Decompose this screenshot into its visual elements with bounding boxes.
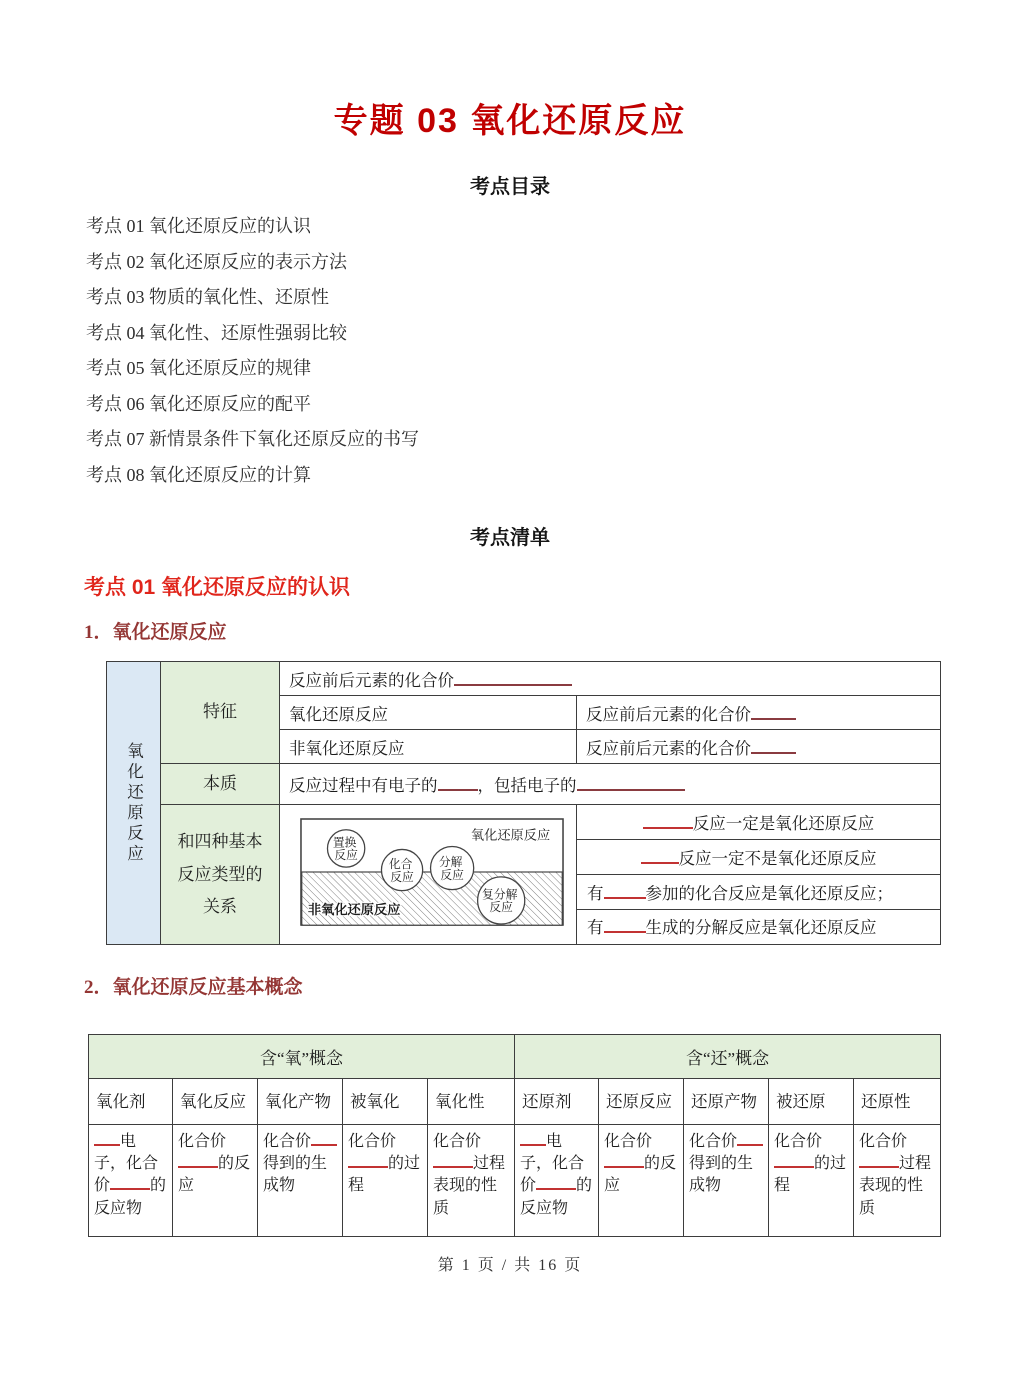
answer-blank <box>520 1133 546 1147</box>
answer-blank <box>604 919 646 933</box>
table2-cell-being-reduced <box>769 1125 854 1237</box>
cell-text: 电子，化合价 <box>520 1133 585 1195</box>
table1-feature-row3-right-cell <box>577 730 941 764</box>
table2-cell-oxidation-product <box>258 1125 343 1237</box>
relation-rule-2 <box>577 840 940 875</box>
table2-col-header: 氧化反应 <box>173 1079 258 1125</box>
relation-rule-4-text: 生成的分解反应是氧化还原反应 <box>645 918 877 938</box>
answer-blank <box>577 777 685 791</box>
venn-bottom-region-label: 非氧化还原反应 <box>307 902 401 918</box>
answer-blank <box>604 1155 644 1169</box>
answer-blank <box>604 885 646 899</box>
answer-blank <box>348 1155 388 1169</box>
toc-item-05: 考点 05 氧化还原反应的规律 <box>86 358 311 378</box>
relation-rule-3-text: 参加的化合反应是氧化还原反应； <box>645 883 893 903</box>
answer-blank <box>859 1155 899 1169</box>
toc-item-04: 考点 04 氧化性、还原性强弱比较 <box>86 322 347 343</box>
relation-rule-2-text: 反应一定不是氧化还原反应 <box>678 848 877 868</box>
cell-text: 化合价 <box>263 1133 312 1151</box>
table2-cell-being-oxidized <box>343 1125 428 1237</box>
table2-cell-oxidant <box>89 1125 173 1237</box>
table2-col-header: 被还原 <box>769 1079 854 1125</box>
table1-feature-row2-left-cell: 氧化还原反应 <box>280 696 577 730</box>
cell-text: 得到的生成物 <box>263 1155 328 1195</box>
table1-feature-row3-left-cell: 非氧化还原反应 <box>280 730 577 764</box>
cell-text: 的反应 <box>178 1155 251 1195</box>
relation-rule-4 <box>577 910 940 944</box>
checklist-heading: 考点清单 <box>470 527 550 549</box>
relation-rule-4-pre: 有 <box>587 918 604 938</box>
answer-blank <box>643 815 693 829</box>
table2-col-header: 还原反应 <box>599 1079 684 1125</box>
cell-text: 化合价 <box>689 1133 738 1151</box>
essence-text-1: 反应过程中有电子的 <box>289 776 438 796</box>
answer-blank <box>110 1177 150 1191</box>
cell-text: 的反应物 <box>94 1177 167 1217</box>
toc-item-06: 考点 06 氧化还原反应的配平 <box>86 393 311 414</box>
cell-text: 得到的生成物 <box>689 1155 754 1195</box>
table1-row-group-label: 氧化还原反应 <box>124 741 144 865</box>
table2-col-header: 还原性 <box>854 1079 941 1125</box>
table2-col-header: 还原剂 <box>515 1079 599 1125</box>
venn-circle-decomposition-label: 分解 反应 <box>438 856 464 883</box>
toc-item-08: 考点 08 氧化还原反应的计算 <box>86 464 311 485</box>
table2-col-header: 氧化性 <box>428 1079 515 1125</box>
table2-group-header-oxidation: 含“氧”概念 <box>89 1035 515 1079</box>
cell-text: 的反应 <box>604 1155 677 1195</box>
cell-text: 的过程 <box>774 1155 847 1195</box>
relation-rule-1 <box>577 805 940 840</box>
venn-top-region-label: 氧化还原反应 <box>470 827 551 843</box>
table1-feature-label: 特征 <box>161 662 280 764</box>
answer-blank <box>536 1177 576 1191</box>
table2-col-header: 被氧化 <box>343 1079 428 1125</box>
answer-blank <box>178 1155 218 1169</box>
table1-essence-label: 本质 <box>161 764 280 805</box>
essence-text-2: ，包括电子的 <box>477 776 577 796</box>
answer-blank <box>94 1133 120 1147</box>
answer-blank <box>454 671 572 685</box>
feature-row3-text: 反应前后元素的化合价 <box>586 738 751 758</box>
table2-cell-oxidizing-ability <box>428 1125 515 1237</box>
table2-cell-reduction-product <box>684 1125 769 1237</box>
table2-col-header: 还原产物 <box>684 1079 769 1125</box>
venn-circle-displacement-label: 置换 反应 <box>332 836 358 863</box>
cell-text: 化合价 <box>348 1133 397 1151</box>
table2-group-header-reduction: 含“还”概念 <box>515 1035 941 1079</box>
table2-col-header: 氧化剂 <box>89 1079 173 1125</box>
cell-text: 化合价 <box>178 1133 227 1151</box>
cell-text: 化合价 <box>774 1133 823 1151</box>
relation-rule-3 <box>577 875 940 910</box>
cell-text: 化合价 <box>433 1133 482 1151</box>
toc-item-01: 考点 01 氧化还原反应的认识 <box>86 216 311 236</box>
cell-text: 过程表现的性质 <box>859 1155 932 1217</box>
answer-blank <box>751 705 796 719</box>
answer-blank <box>433 1155 473 1169</box>
section-heading-kaodian01: 考点 01 氧化还原反应的认识 <box>84 576 351 599</box>
venn-diagram-cell <box>280 805 577 945</box>
answer-blank <box>641 850 679 864</box>
redox-overview-table <box>106 661 941 945</box>
relation-rule-1-text: 反应一定是氧化还原反应 <box>692 814 875 834</box>
feature-row1-text: 反应前后元素的化合价 <box>289 670 454 690</box>
table2-cell-reductant <box>515 1125 599 1237</box>
table1-relation-label: 和四种基本反应类型的关系 <box>161 805 280 945</box>
toc-item-07: 考点 07 新情景条件下氧化还原反应的书写 <box>86 429 419 449</box>
cell-text: 的过程 <box>348 1155 421 1195</box>
cell-text: 的反应物 <box>520 1177 593 1217</box>
subsection-1-heading: 1．氧化还原反应 <box>84 622 227 643</box>
venn-circle-combination-label: 化合 反应 <box>388 858 414 885</box>
table1-row-group-cell <box>107 662 161 945</box>
cell-text: 过程表现的性质 <box>433 1155 506 1217</box>
toc-item-03: 考点 03 物质的氧化性、还原性 <box>86 287 329 307</box>
cell-text: 电子，化合价 <box>94 1133 159 1195</box>
page-title: 专题 03 氧化还原反应 <box>333 102 687 140</box>
table1-relation-rules-cell <box>577 805 941 945</box>
page-number: 第 1 页 / 共 16 页 <box>437 1257 583 1274</box>
cell-text: 化合价 <box>604 1133 653 1151</box>
answer-blank <box>311 1133 337 1147</box>
toc-item-02: 考点 02 氧化还原反应的表示方法 <box>86 251 347 272</box>
table2-cell-reducing-ability <box>854 1125 941 1237</box>
toc-list <box>86 209 1020 493</box>
table2-cell-oxidation-reaction <box>173 1125 258 1237</box>
relation-rules <box>577 805 940 943</box>
cell-text: 化合价 <box>859 1133 908 1151</box>
feature-row2-text: 反应前后元素的化合价 <box>586 704 751 724</box>
relation-rule-3-pre: 有 <box>587 883 604 903</box>
redox-concepts-table <box>88 1034 941 1237</box>
answer-blank <box>751 739 796 753</box>
table2-cell-reduction-reaction <box>599 1125 684 1237</box>
toc-heading: 考点目录 <box>470 176 550 198</box>
table1-feature-row2-right-cell <box>577 696 941 730</box>
table2-col-header: 氧化产物 <box>258 1079 343 1125</box>
answer-blank <box>774 1155 814 1169</box>
answer-blank <box>737 1133 763 1147</box>
table1-feature-row1-cell <box>280 662 941 696</box>
subsection-2-heading: 2．氧化还原反应基本概念 <box>84 977 303 999</box>
table1-essence-cell <box>280 764 941 805</box>
venn-circle-metathesis-label: 复分解 反应 <box>482 888 518 915</box>
reaction-types-venn-diagram <box>300 817 564 927</box>
answer-blank <box>438 777 478 791</box>
